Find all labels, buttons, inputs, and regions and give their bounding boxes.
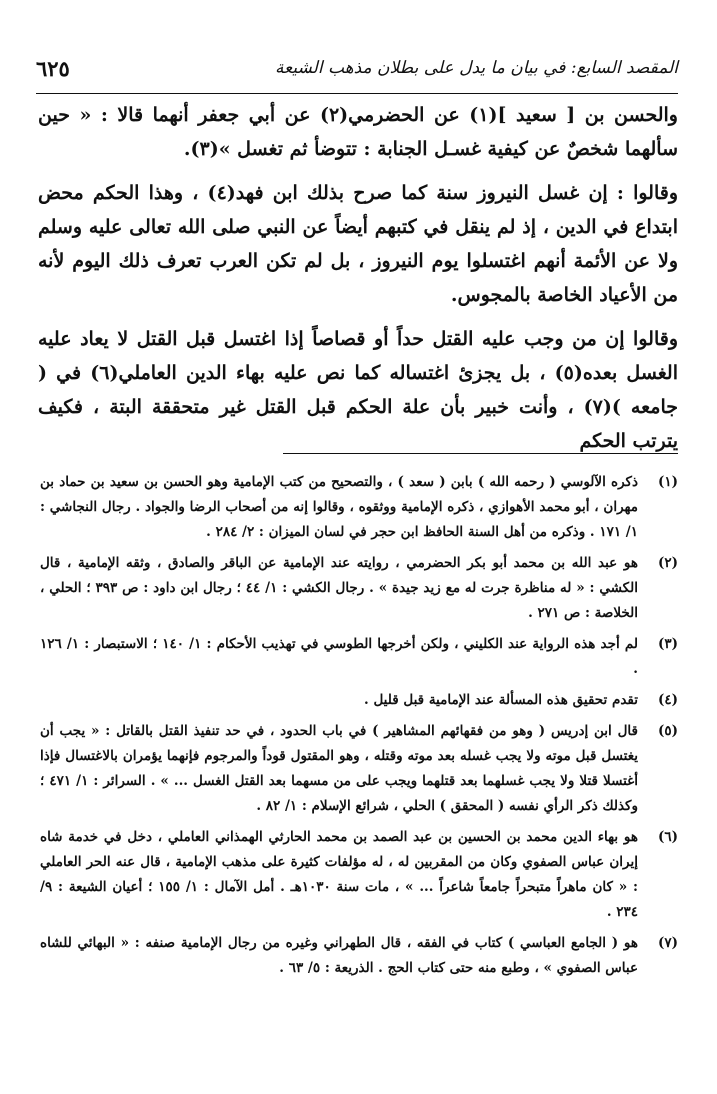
paragraph: وقالوا إن من وجب عليه القتل حداً أو قصاصاً إذا اغتسل قبل القتل لا يعاد عليه الغسل بعده(٥) ، بل يجزئ اغتساله كما نص عليه بهاء الدين العاملي(٦) في ( جامعه )(٧) ، وأنت خبير بأن علة الحكم قبل القتل غير متحققة البتة ، فكيف يترتب الحكم (38, 328, 678, 452)
footnote-divider (283, 453, 678, 454)
paragraph: والحسن بن [ سعيد ](١) عن الحضرمي(٢) عن أبي جعفر أنهما قالا : « حين سألهما شخصٌ عن كيفية غسـل الجنابة : تتوضأ ثم تغسل »(٣). (38, 104, 678, 160)
footnote-text: هو ( الجامع العباسي ) كتاب في الفقه ، قال الطهراني وغيره من رجال الإمامية صنفه : « البهائي للشاه عباس الصفوي » ، وطبع منه حتى كتاب الحج . الذريعة : ٥/ ٦٣ . (40, 935, 638, 976)
footnote-number: (٤) (657, 692, 678, 708)
footnote (40, 688, 678, 713)
footnote-number: (١) (657, 474, 678, 490)
paragraph: وقالوا : إن غسل النيروز سنة كما صرح بذلك ابن فهد(٤) ، وهذا الحكم محض ابتداع في الدين ، إذ لم ينقل في كتبهم أيضاً عن النبي صلى الله تعالى عليه وسلم ولا عن الأئمة أنهم اغتسلوا يوم النيروز ، بل لم تكن العرب تعرف ذلك اليوم لأنه من الأعياد الخاصة بالمجوس. (38, 182, 679, 306)
running-header (36, 52, 678, 96)
footnote-number: (٢) (657, 555, 678, 571)
header-divider (36, 93, 678, 94)
footnote (40, 470, 678, 545)
header-title: المقصد السابع: في بيان ما يدل على بطلان مذهب الشيعة (275, 58, 678, 78)
footnotes (40, 470, 678, 987)
footnote (40, 719, 678, 819)
footnote-text: تقدم تحقيق هذه المسألة عند الإمامية قبل قليل . (364, 692, 638, 708)
footnote (40, 632, 678, 682)
footnote-number: (٧) (657, 935, 678, 951)
footnote-text: لم أجد هذه الرواية عند الكليني ، ولكن أخرجها الطوسي في تهذيب الأحكام : ١/ ١٤٠ ؛ الاستبصار : ١/ ١٢٦ . (40, 636, 638, 677)
footnote (40, 825, 678, 925)
footnote-number: (٣) (657, 636, 678, 652)
main-text (38, 98, 678, 458)
footnote-number: (٦) (657, 829, 678, 845)
footnote-text: قال ابن إدريس ( وهو من فقهائهم المشاهير ) في باب الحدود ، في حد تنفيذ القتل بالقاتل : « يجب أن يغتسل قبل موته ولا يجب غسله بعد موته وقتله ، وهو المقتول قوداً والمرجوم فإنهما يؤمران بالاغتسال فإذا أغتسلا قتلا ولا يجب غسلهما بعد قتلهما ويجب على من مسهما بعد القتل الغسل ... » . السرائر : ١/ ٤٧١ ؛ وكذلك ذكر الرأي نفسه ( المحقق ) الحلي ، شرائع الإسلام : ١/ ٨٢ . (40, 723, 638, 814)
footnote-text: هو بهاء الدين محمد بن الحسين بن عبد الصمد بن محمد الحارثي الهمذاني العاملي ، دخل في خدمة شاه إيران عباس الصفوي وكان من المقربين له ، له مؤلفات كثيرة على مذهب الإمامية ، قال عنه الحر العاملي : « كان ماهراً متبحراً جامعاً شاعراً ... » ، مات سنة ١٠٣٠هـ . أمل الآمال : ١/ ١٥٥ ؛ أعيان الشيعة : ٩/ ٢٣٤ . (40, 829, 638, 920)
footnote (40, 931, 678, 981)
footnote-text: هو عبد الله بن محمد أبو بكر الحضرمي ، روايته عند الإمامية عن الباقر والصادق ، وثقه الإمامية ، قال الكشي : « له مناظرة جرت له مع زيد جيدة » . رجال الكشي : ١/ ٤٤ ؛ رجال ابن داود : ص ٣٩٣ ؛ الحلي ، الخلاصة : ص ٢٧١ . (40, 555, 638, 621)
page-number: ٦٢٥ (36, 56, 70, 81)
footnote (40, 551, 678, 626)
footnote-text: ذكره الآلوسي ( رحمه الله ) بابن ( سعد ) ، والتصحيح من كتب الإمامية وهو الحسن بن سعيد بن حماد بن مهران ، أبو محمد الأهوازي ، ذكره الإمامية ووثقوه ، وقالوا إنه من أصحاب الرضا والجواد . رجال النجاشي : ١/ ١٧١ . وذكره من أهل السنة الحافظ ابن حجر في لسان الميزان : ٢/ ٢٨٤ . (40, 474, 638, 540)
footnote-number: (٥) (657, 723, 678, 739)
